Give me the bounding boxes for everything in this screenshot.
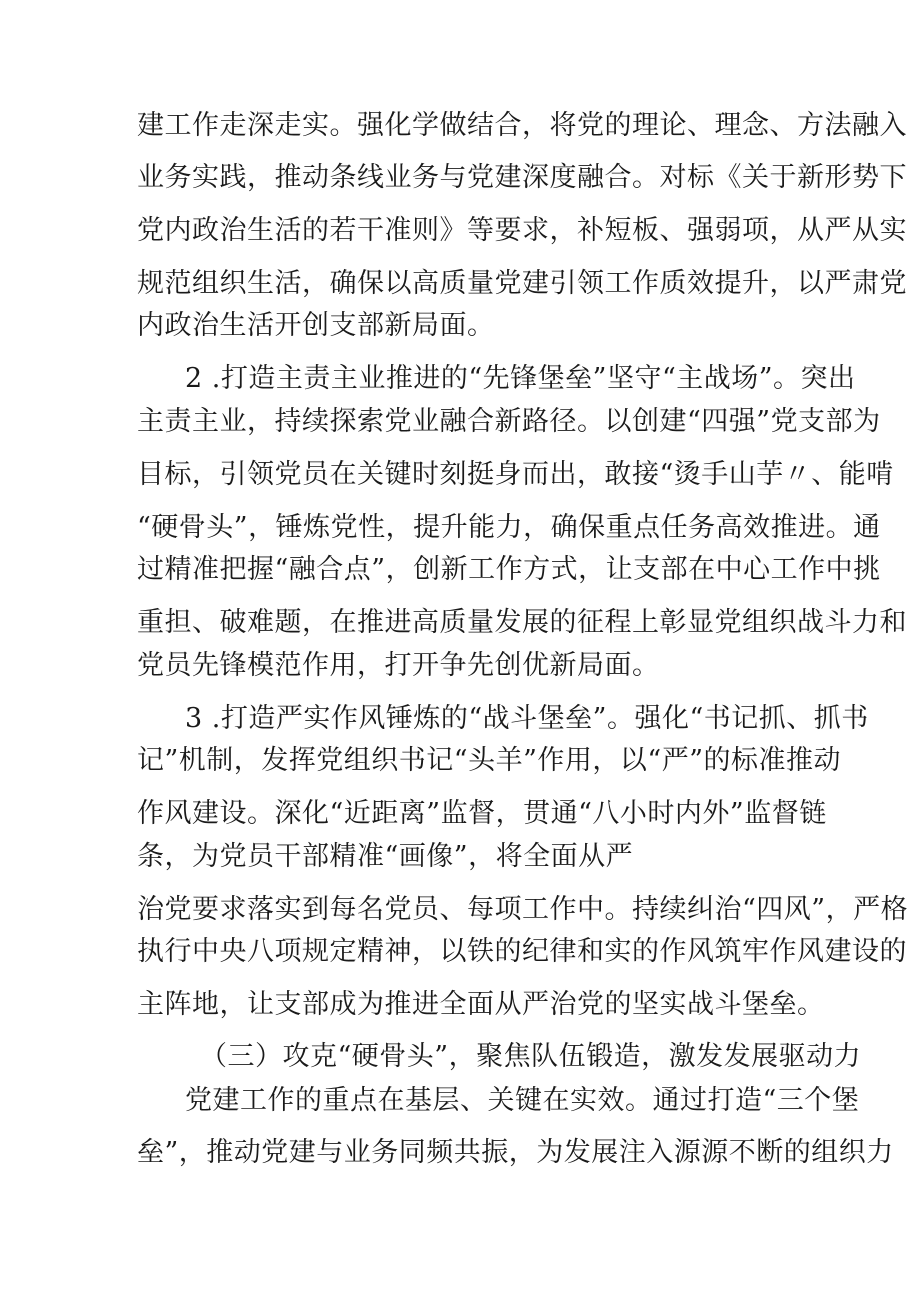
text-line: “硬骨头”，锤炼党性，提升能力，确保重点任务高效推进。通 [137,512,881,543]
text-line: 业务实践，推动条线业务与党建深度融合。对标《关于新形势下 [137,162,907,193]
text-line: 治党要求落实到每名党员、每项工作中。持续纠治“四风”，严格 [137,894,909,925]
text-line: 党建工作的重点在基层、关键在实效。通过打造“三个堡 [185,1085,860,1116]
text-line: 党内政治生活的若干准则》等要求，补短板、强弱项，从严从实 [137,215,907,246]
text-line: 目标，引领党员在关键时刻挺身而出，敢接“烫手山芋〃、能啃 [137,459,894,490]
text-line: 规范组织生活，确保以高质量党建引领工作质效提升，以严肃党 [137,268,907,299]
text-line: 3 .打造严实作风锤炼的“战斗堡垒”。强化“书记抓、抓书 [185,703,869,734]
text-line: 重担、破难题，在推进高质量发展的征程上彰显党组织战斗力和 [137,607,907,638]
text-line: 过精准把握“融合点”，创新工作方式，让支部在中心工作中挑 [137,554,881,585]
section-heading: （三）攻克“硬骨头”，聚焦队伍锻造，激发发展驱动力 [200,1041,862,1072]
text-line: 垒”，推动党建与业务同频共振，为发展注入源源不断的组织力 [137,1137,894,1168]
text-line: 主责主业，持续探索党业融合新路径。以创建“四强”党支部为 [137,406,881,437]
text-line: 条，为党员干部精准“画像”，将全面从严 [137,841,634,872]
text-line: 党员先锋模范作用，打开争先创优新局面。 [137,650,660,681]
text-line: 内政治生活开创支部新局面。 [137,310,495,341]
text-line: 主阵地，让支部成为推进全面从严治党的坚实战斗堡垒。 [137,989,825,1020]
text-line: 2 .打造主责主业推进的“先锋堡垒”坚守“主战场”。突出 [185,363,856,394]
text-line: 执行中央八项规定精神，以铁的纪律和实的作风筑牢作风建设的 [137,936,907,967]
text-line: 记”机制，发挥党组织书记“头羊”作用，以“严”的标准推动 [137,745,842,776]
text-line: 建工作走深走实。强化学做结合，将党的理论、理念、方法融入 [137,110,907,141]
text-line: 作风建设。深化“近距离”监督，贯通“八小时内外”监督链 [137,798,827,829]
